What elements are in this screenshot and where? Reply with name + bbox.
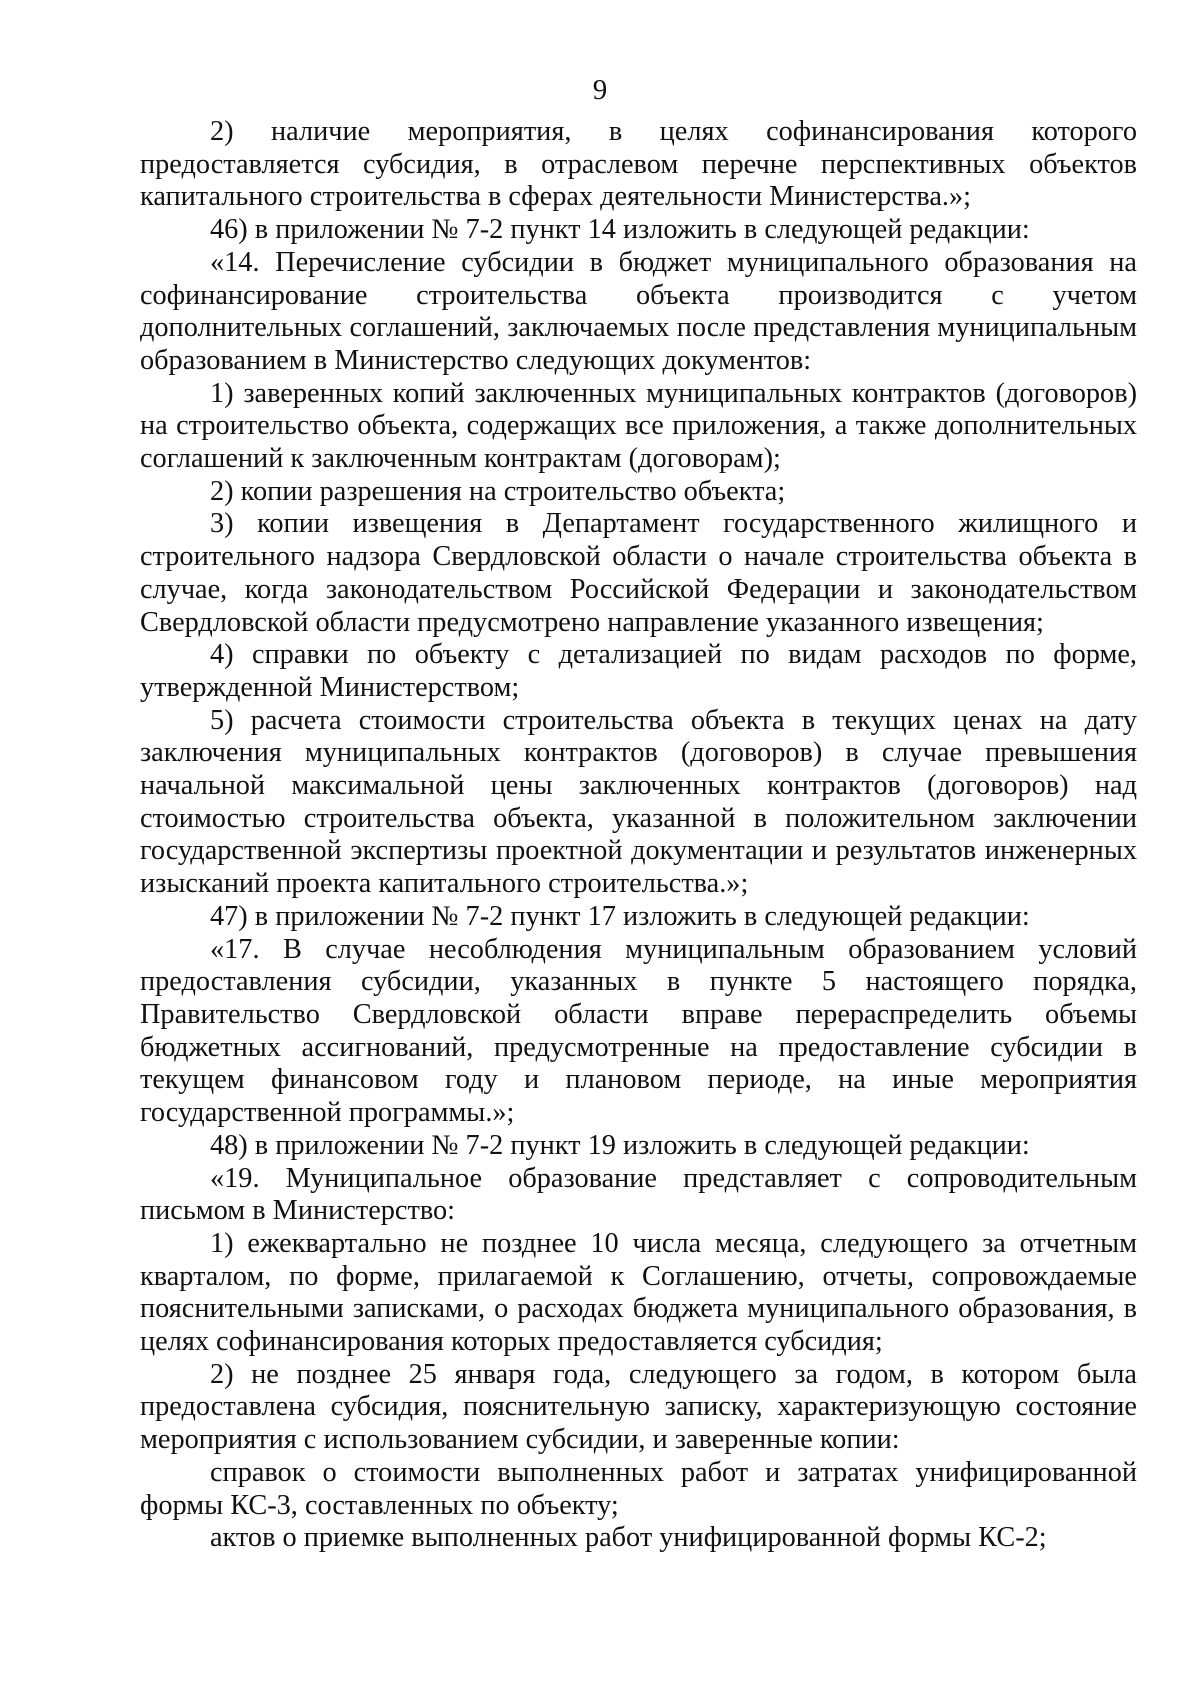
paragraph: 1) ежеквартально не позднее 10 числа месяца, следующего за отчетным кварталом, по форме, прилагаемой к Соглашению, отчеты, сопровождаемые пояснительными записками, о расходах бюджета муниципального образования, в целях софинансирования которых предоставляется субсидия;	[140, 1227, 1137, 1358]
paragraph: «14. Перечисление субсидии в бюджет муниципального образования на софинансирование строительства объекта производится с учетом дополнительных соглашений, заключаемых после представления муниципальным образованием в Министерство следующих документов:	[140, 246, 1137, 376]
paragraph: 2) наличие мероприятия, в целях софинансирования которого предоставляется субсидия, в отраслевом перечне перспективных объектов капитального строительства в сферах деятельности Министерства.»;	[140, 116, 1137, 213]
paragraph: 46) в приложении № 7-2 пункт 14 изложить в следующей редакции:	[210, 214, 1030, 246]
paragraph: 4) справки по объекту с детализацией по видам расходов по форме, утвержденной Министерством;	[140, 639, 1137, 703]
document-body	[140, 116, 1137, 1555]
paragraph: 47) в приложении № 7-2 пункт 17 изложить в следующей редакции:	[210, 900, 1030, 932]
paragraph: справок о стоимости выполненных работ и затратах унифицированной формы КС-3, составленных по объекту;	[140, 1456, 1137, 1521]
paragraph: актов о приемке выполненных работ унифицированной формы КС-2;	[210, 1522, 1047, 1554]
paragraph: 48) в приложении № 7-2 пункт 19 изложить в следующей редакции:	[210, 1129, 1030, 1161]
paragraph: 1) заверенных копий заключенных муниципальных контрактов (договоров) на строительство объекта, содержащих все приложения, а также дополнительных соглашений к заключенным контрактам (договорам);	[140, 377, 1137, 475]
paragraph: «19. Муниципальное образование представляет с сопроводительным письмом в Министерство:	[140, 1162, 1137, 1227]
paragraph: 2) копии разрешения на строительство объекта;	[210, 475, 786, 507]
paragraph: 3) копии извещения в Департамент государственного жилищного и строительного надзора Свердловской области о начале строительства объекта в случае, когда законодательством Российской Федерации и законодательством Свердловской области предусмотрено направление указанного извещения;	[140, 508, 1137, 638]
page-number: 9	[592, 74, 608, 106]
paragraph: 2) не позднее 25 января года, следующего за годом, в котором была предоставлена субсидия, пояснительную записку, характеризующую состояние мероприятия с использованием субсидии, и заверенные копии:	[140, 1358, 1137, 1456]
paragraph: «17. В случае несоблюдения муниципальным образованием условий предоставления субсидии, указанных в пункте 5 настоящего порядка, Правительство Свердловской области вправе перераспределить объемы бюджетных ассигнований, предусмотренные на предоставление субсидии в текущем финансовом году и плановом периоде, на иные мероприятия государственной программы.»;	[140, 933, 1137, 1129]
paragraph: 5) расчета стоимости строительства объекта в текущих ценах на дату заключения муниципальных контрактов (договоров) в случае превышения начальной максимальной цены заключенных контрактов (договоров) над стоимостью строительства объекта, указанной в положительном заключении государственной экспертизы проектной документации и результатов инженерных изысканий проекта капитального строительства.»;	[140, 704, 1137, 900]
